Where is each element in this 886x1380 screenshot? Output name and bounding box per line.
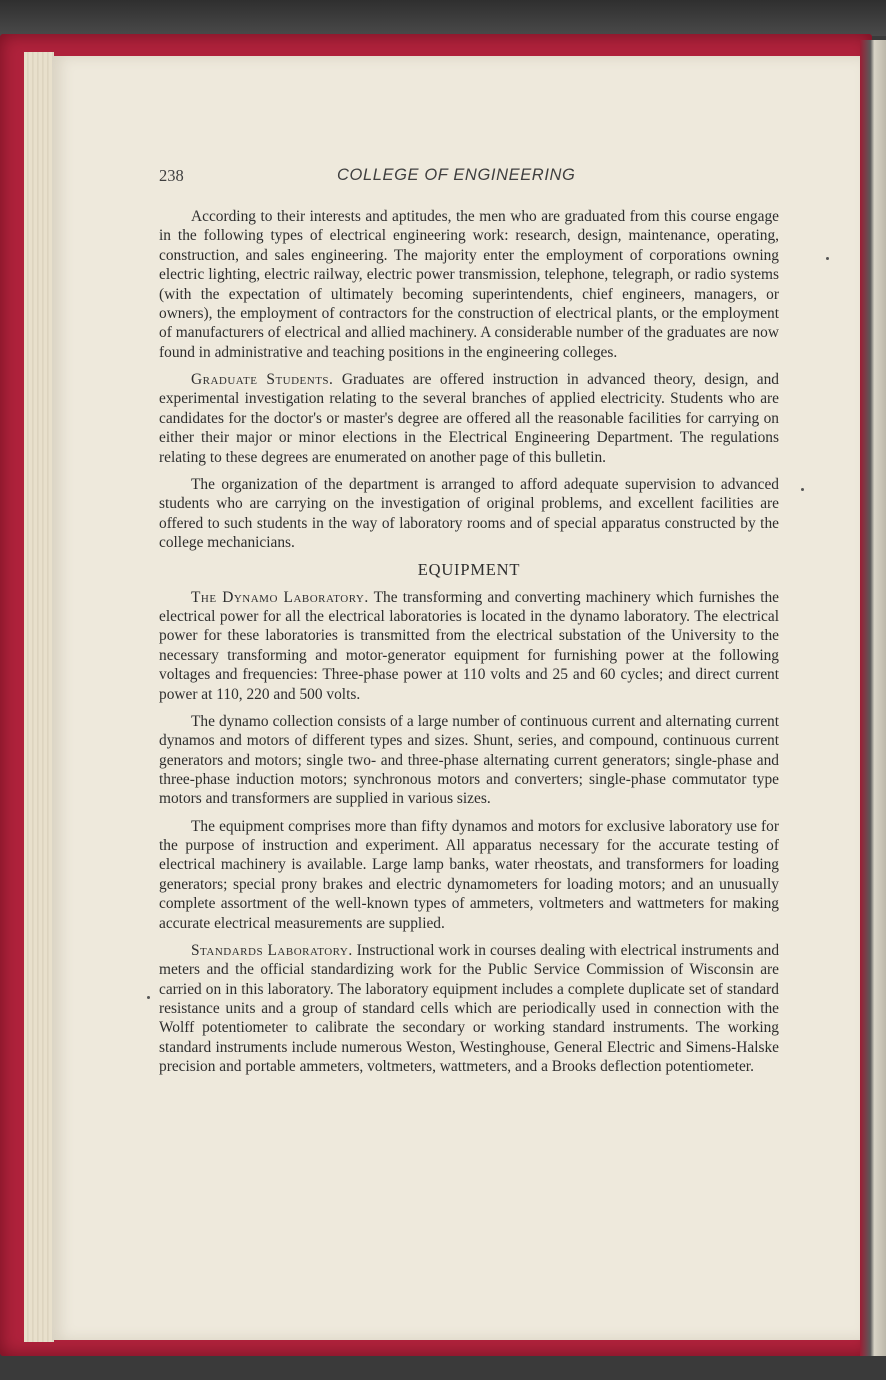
running-head <box>159 166 779 190</box>
page-edges <box>24 52 54 1342</box>
paragraph-lead: Graduate Students. <box>191 371 334 389</box>
running-title: COLLEGE OF ENGINEERING <box>337 166 576 184</box>
paragraph-text: The transforming and converting machinery which furnishes the electrical power for all the electrical laboratories is located in the dynamo laboratory. The electrical power for these laboratories is transmitted from the electrical substation of the University to the necessary transforming and motor-generator equipment for furnishing power at the following voltages and frequencies: Three-phase power at 110 volts and 25 and 60 cycles; and direct current power at 110, 220 and 500 volts. <box>159 588 779 703</box>
paragraph-text: The organization of the department is arranged to afford adequate supervision to advanced students who are carrying on the investigation of original problems, and excellent facilities are offered to such students in the way of laboratory rooms and of special apparatus constructed by the college mechanicians. <box>159 475 779 552</box>
paragraph-lead: The Dynamo Laboratory. <box>191 588 369 606</box>
section-heading-equipment: EQUIPMENT <box>417 560 521 580</box>
paragraph-text: The dynamo collection consists of a large number of continuous current and alternating current dynamos and motors of different types and sizes. Shunt, series, and compound, continuous current generators and motors; single two- and three-phase alternating current generators; single-phase and three-phase induction motors; synchronous motors and converters; single-phase commutator type motors and transformers are supplied in various sizes. <box>159 712 779 808</box>
scan-background-top <box>0 0 886 36</box>
body-text <box>159 207 779 1084</box>
paragraph-graduate-students <box>159 370 779 467</box>
paragraph-text: According to their interests and aptitudes, the men who are graduated from this course engage in the following types of electrical engineering work: research, design, maintenance, operating, construction, and sales engineering. The majority enter the employment of corporations owning electric lighting, electric railway, electric power transmission, telephone, telegraph, or radio systems (with the expectation of ultimately becoming superintendents, chief engineers, managers, or owners), the employment of contractors for the construction of electrical plants, or the employment of manufacturers of electrical and allied machinery. A considerable number of the graduates are now found in administrative and teaching positions in the engineering colleges. <box>159 208 779 361</box>
paragraph-lead: Standards Laboratory. <box>191 941 353 959</box>
scan-background-bottom <box>0 1356 886 1380</box>
page-number: 238 <box>159 166 184 185</box>
paragraph-text: Graduates are offered instruction in advanced theory, design, and experimental investigation relating to the several branches of applied electricity. Students who are candidates for the doctor's or master's degree are offered all the reasonable facilities for carrying on either their major or minor elections in the Electrical Engineering Department. The regulations relating to these degrees are enumerated on another page of this bulletin. <box>159 371 779 466</box>
paragraph-dynamo-laboratory <box>159 588 779 704</box>
paper-speck <box>801 488 804 491</box>
paragraph-text: The equipment comprises more than fifty dynamos and motors for exclusive laboratory use for the purpose of instruction and experiment. All apparatus necessary for the accurate testing of electrical machinery is available. Large lamp banks, water rheostats, and transformers for loading generators; special prony brakes and electric dynamometers for loading motors; and an unusually complete assortment of the well-known types of ammeters, voltmeters and wattmeters for making accurate electrical measurements are supplied. <box>159 817 779 932</box>
paragraph-dynamo-collection <box>159 712 779 809</box>
paper-speck <box>826 257 829 260</box>
paragraph-organization <box>159 475 779 553</box>
book-spine-edge <box>860 40 886 1370</box>
paragraph-equipment <box>159 817 779 933</box>
paragraph-standards-laboratory <box>159 941 779 1077</box>
paragraph-graduates-careers <box>159 207 779 362</box>
paragraph-text: Instructional work in courses dealing with electrical instruments and meters and the official standardizing work for the Public Service Commission of Wisconsin are carried on in this laboratory. The laboratory equipment includes a complete duplicate set of standard resistance units and a group of standard cells which are periodically used in connection with the Wolff potentiometer to calibrate the secondary or working standard instruments. The working standard instruments include numerous Weston, Westinghouse, General Electric and Simens-Halske precision and portable ammeters, voltmeters, wattmeters, and a Brooks deflection potentiometer. <box>159 941 780 1076</box>
paper-speck <box>147 996 150 999</box>
